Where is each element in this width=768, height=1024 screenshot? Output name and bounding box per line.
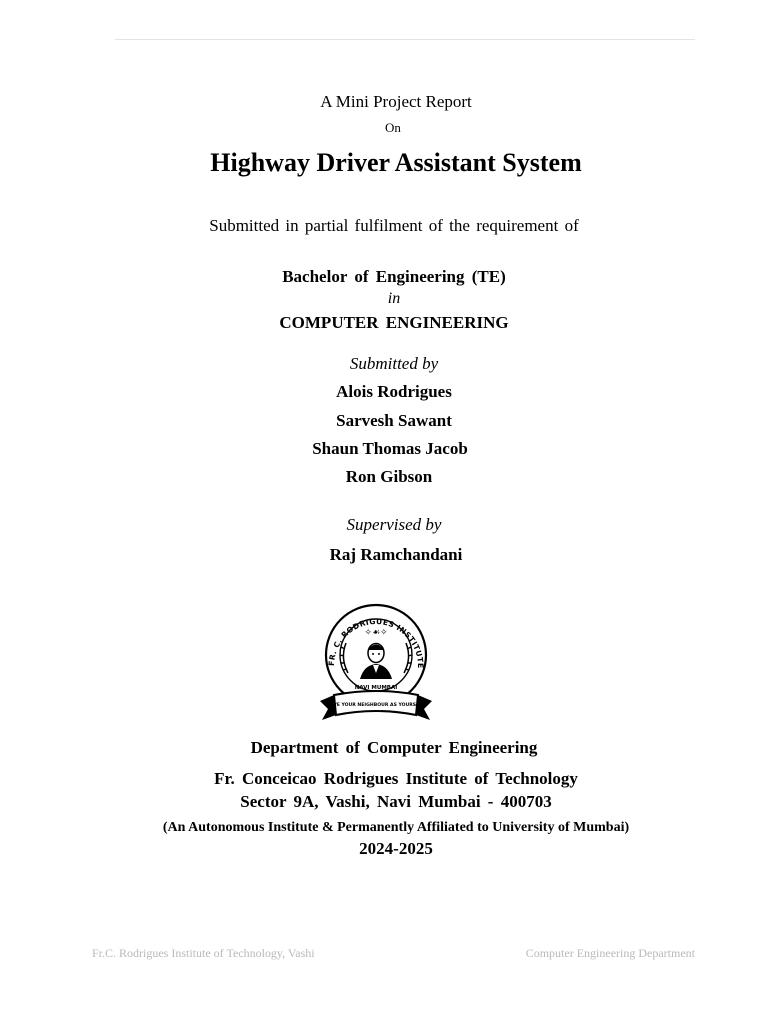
submission-note: Submitted in partial fulfilment of the requirement of <box>209 216 579 235</box>
logo-ring-text: FR. C. RODRIGUES INSTITUTE <box>326 616 426 669</box>
footer-department: Computer Engineering Department <box>525 946 695 960</box>
project-title: Highway Driver Assistant System <box>210 148 582 177</box>
submitted-by-label: Submitted by <box>349 354 439 373</box>
svg-text:✧☙✧: ✧☙✧ <box>364 628 388 638</box>
institute-name: Fr. Conceicao Rodrigues Institute of Technology <box>214 769 578 788</box>
student-name: Sarvesh Sawant <box>336 411 452 430</box>
affiliation-note: (An Autonomous Institute & Permanently Affiliated to University of Mumbai) <box>162 820 630 835</box>
logo-place-text: NAVI MUMBAI <box>354 685 398 691</box>
academic-year: 2024-2025 <box>359 839 433 858</box>
institute-address: Sector 9A, Vashi, Navi Mumbai - 400703 <box>240 792 552 811</box>
student-name: Alois Rodrigues <box>336 382 452 401</box>
branch: COMPUTER ENGINEERING <box>279 313 509 332</box>
student-name: Shaun Thomas Jacob <box>312 439 468 458</box>
report-type: A Mini Project Report <box>320 92 472 111</box>
header-rule <box>115 39 695 40</box>
degree: Bachelor of Engineering (TE) <box>282 267 506 286</box>
in-word: in <box>387 290 401 307</box>
supervisor-name: Raj Ramchandani <box>329 545 463 564</box>
student-name: Ron Gibson <box>345 467 433 486</box>
institute-logo <box>316 603 436 725</box>
supervised-by-label: Supervised by <box>346 515 442 534</box>
logo-motto-text: LOVE YOUR NEIGHBOUR AS YOURSELF <box>326 703 426 708</box>
footer-institute: Fr.C. Rodrigues Institute of Technology, Vashi <box>92 946 315 960</box>
department-name: Department of Computer Engineering <box>250 738 538 757</box>
on-word: On <box>385 120 401 135</box>
